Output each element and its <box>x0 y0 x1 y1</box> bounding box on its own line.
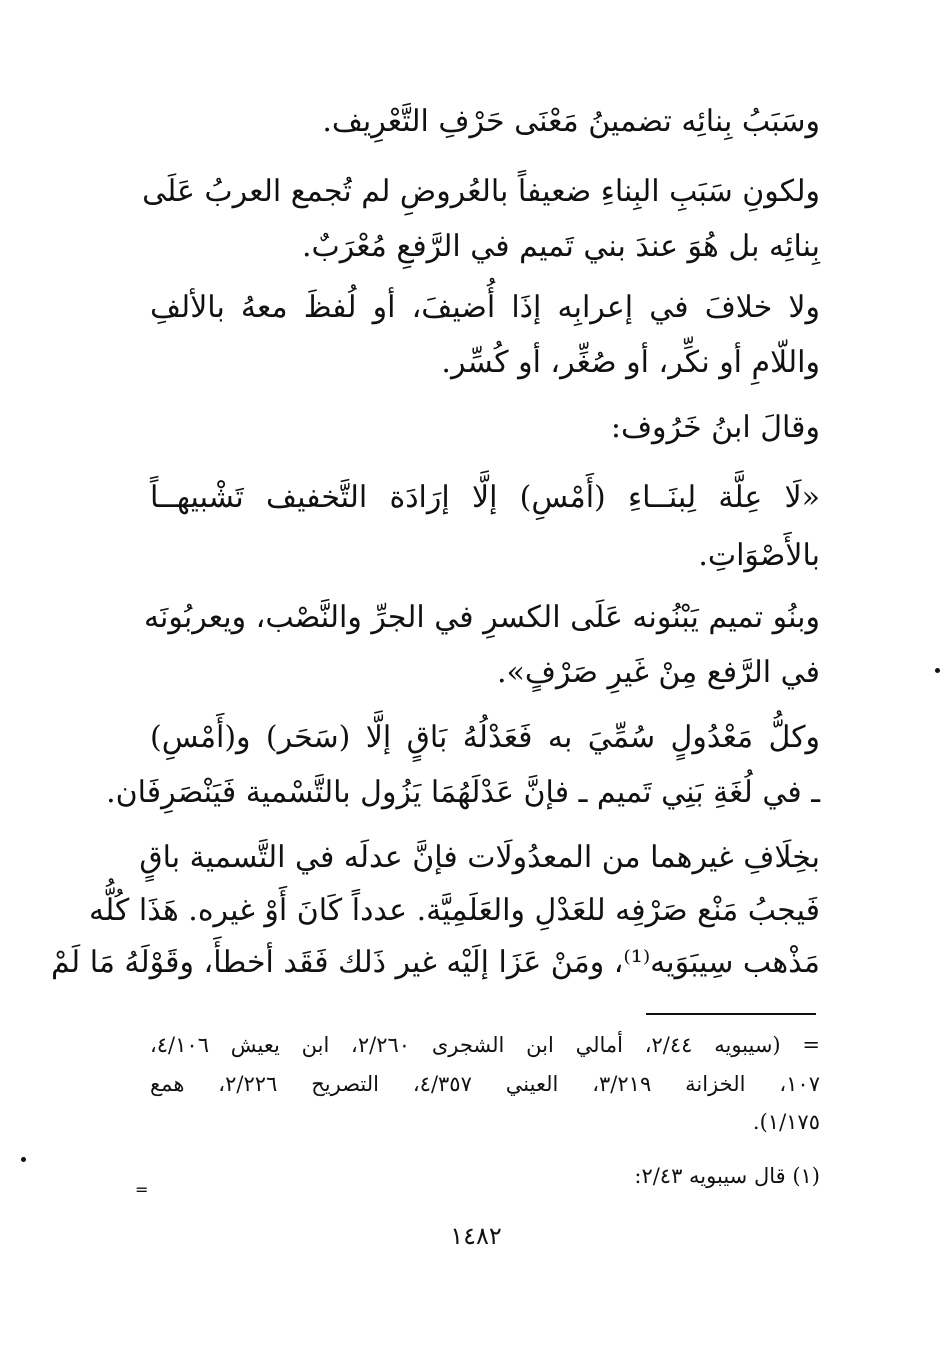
text-line-13: بخِلَافِ غيرهما من المعدُولَات فإنَّ عدلَه في التَّسمية باقٍ <box>139 840 820 875</box>
text-line-11: وكلُّ مَعْدُولٍ سُمِّيَ به فَعَدْلُهُ بَاقٍ إلَّا (سَحَر) و(أَمْسِ) <box>150 720 820 755</box>
scan-speck <box>935 668 940 673</box>
scan-speck <box>21 1157 26 1162</box>
text-line-12: ـ في لُغَةِ بَنِي تَميم ـ فإنَّ عَدْلَهُمَا يَزُول بالتَّسْمية فَيَنْصَرِفَان. <box>106 775 820 810</box>
text-line-8: بالأَصْوَاتِ. <box>698 538 820 573</box>
text-line-7: «لَا عِلَّة لِبنَــاءِ (أَمْسِ) إلَّا إرَادَة التَّخفيف تَشْبيهــاً <box>150 480 820 515</box>
text-line-9: وبنُو تميم يَبْنُونه عَلَى الكسرِ في الجرِّ والنَّصْب، ويعربُونَه <box>143 600 820 635</box>
text-line-5: واللّامِ أو نكِّر، أو صُغِّر، أو كُسِّر. <box>441 345 820 380</box>
stray-equals-mark: = <box>135 1180 149 1199</box>
text-line-3: بِنائِه بل هُوَ عندَ بني تَميم في الرَّفعِ مُعْرَبٌ. <box>301 229 820 264</box>
text-line-15: مَذْهب سِيبَوَيه⁽¹⁾، ومَنْ عَزَا إلَيْه غير ذَلك فَقَد أخطأَ، وقَوْلَهُ مَا لَمْ <box>51 945 820 980</box>
text-line-14: فَيجبُ مَنْع صَرْفِه للعَدْلِ والعَلَمِيَّة. عدداً كَانَ أَوْ غيره. هَذَا كُلُّه <box>89 893 820 928</box>
text-line-6: وقالَ ابنُ خَرُوف: <box>610 410 820 445</box>
footnote-line-4: (١) قال سيبويه ٢/٤٣: <box>634 1164 820 1188</box>
text-line-10: في الرَّفع مِنْ غَيرِ صَرْفٍ». <box>496 655 820 690</box>
footnote-line-2: ١٠٧، الخزانة ٣/٢١٩، العيني ٤/٣٥٧، التصريح ٢/٢٢٦، همع <box>150 1072 820 1096</box>
footnote-line-3: ١/١٧٥). <box>752 1110 820 1134</box>
text-line-4: ولا خلافَ في إعرابِه إذَا أُضيفَ، أو لُفظَ معهُ بالألفِ <box>150 290 820 325</box>
text-line-2: ولكونِ سَبَبِ البِناءِ ضعيفاً بالعُروضِ لم تُجمع العربُ عَلَى <box>142 174 820 209</box>
page-number: ١٤٨٢ <box>450 1222 502 1250</box>
footnote-separator <box>646 1013 816 1015</box>
text-line-1: وسَبَبُ بِنائِه تضمينُ مَعْنَى حَرْفِ التَّعْرِيف. <box>322 104 820 139</box>
footnote-line-1: = (سيبويه ٢/٤٤، أمالي ابن الشجرى ٢/٢٦٠، ابن يعيش ٤/١٠٦، <box>150 1033 820 1057</box>
